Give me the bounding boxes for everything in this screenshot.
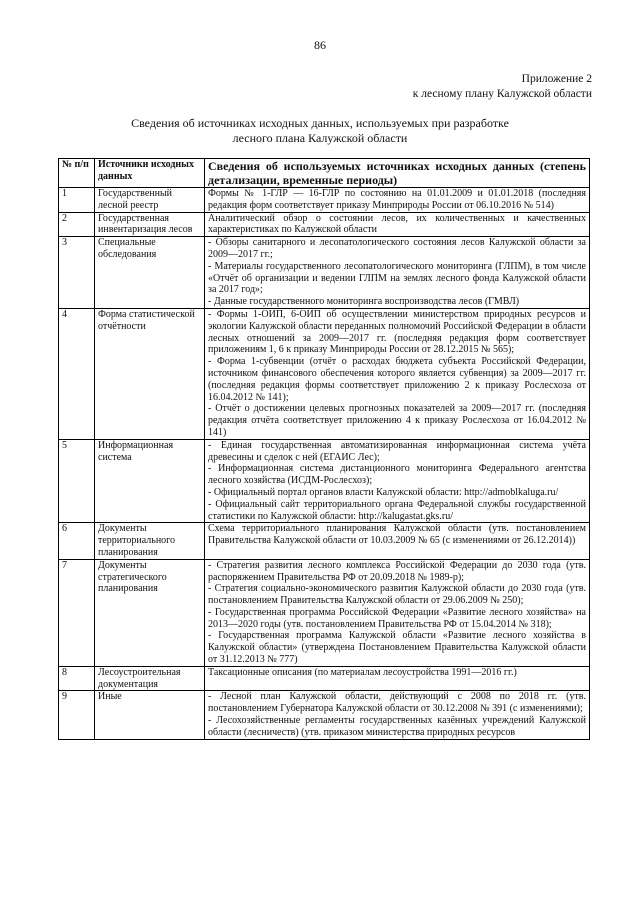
row-info [205, 523, 590, 559]
table-row [59, 308, 590, 439]
info-paragraph: Формы № 1-ГЛР — 16-ГЛР по состоянию на 01.01.2009 и 01.01.2018 (последняя редакция форм соответствует приказу Минприроды России от 06.10.2016 № 514) [208, 188, 586, 211]
row-source: Государственная инвентаризация лесов [95, 212, 205, 237]
row-info [205, 559, 590, 666]
row-source: Форма статистической отчётности [95, 308, 205, 439]
info-paragraph: - Информационная система дистанционного мониторинга Федерального агентства лесного хозяйства (ИСДМ-Рослесхоз); [208, 463, 586, 487]
row-info [205, 237, 590, 309]
info-paragraph: - Стратегия развития лесного комплекса Российской Федерации до 2030 года (утв. распоряжением Правительства РФ от 20.09.2018 № 1989-р); [208, 559, 586, 583]
title-line-1: Сведения об источниках исходных данных, используемых при разработке [131, 116, 509, 130]
table-body [59, 188, 590, 740]
header-num: № п/п [59, 159, 95, 188]
info-paragraph: - Лесной план Калужской области, действующий с 2008 по 2018 гг. (утв. постановлением Губернатора Калужской области от 30.12.2008 № 391 (с изменениями); [208, 691, 586, 715]
row-source: Документы территориального планирования [95, 523, 205, 559]
row-info [205, 308, 590, 439]
appendix-line-1: Приложение 2 [521, 73, 592, 85]
info-paragraph: - Форма 1-субвенции (отчёт о расходах бюджета субъекта Российской Федерации, источником финансового обеспечения которого является субвенция) за 2009—2017 гг. (последняя редакция формы соответствует приложению 2 к приказу Рослесхоза от 16.04.2012 № 141); [208, 356, 586, 403]
info-paragraph: - Материалы государственного лесопатологического мониторинга (ГЛПМ), в том числе «Отчёт об организации и ведении ГЛПМ на землях лесного фонда Калужской области за 2017 год»; [208, 260, 586, 296]
table-row [59, 523, 590, 559]
row-number: 3 [59, 237, 95, 309]
row-source: Иные [95, 691, 205, 739]
row-source: Информационная система [95, 439, 205, 523]
info-paragraph: - Государственная программа Калужской области «Развитие лесного хозяйства в Калужской области» (утверждена Постановлением Правительства Калужской области от 31.12.2013 № 777) [208, 630, 586, 666]
row-number: 2 [59, 212, 95, 237]
table-row [59, 559, 590, 666]
row-source: Документы стратегического планирования [95, 559, 205, 666]
row-info [205, 212, 590, 237]
table-row [59, 439, 590, 523]
table-row [59, 666, 590, 691]
header-source: Источники исходных данных [95, 159, 205, 188]
page-number: 86 [314, 38, 326, 52]
row-source: Лесоустроительная документация [95, 666, 205, 691]
info-paragraph: Схема территориального планирования Калужской области (утв. постановлением Правительства Калужской области от 10.03.2009 № 65 (с изменениями от 26.12.2014)) [208, 523, 586, 547]
row-info [205, 666, 590, 691]
info-paragraph: - Отчёт о достижении целевых прогнозных показателей за 2009—2017 гг. (последняя редакция отчёта соответствует приложению 4 к приказу Рослесхоза от 16.04.2012 № 141) [208, 403, 586, 438]
appendix-line-2: к лесному плану Калужской области [412, 88, 592, 100]
sources-table [58, 158, 590, 740]
table-row [59, 237, 590, 309]
row-info [205, 439, 590, 523]
info-paragraph: - Обзоры санитарного и лесопатологического состояния лесов Калужской области за 2009—2017 гг.; [208, 237, 586, 260]
document-title [0, 116, 640, 146]
table-row [59, 188, 590, 213]
row-number: 5 [59, 439, 95, 523]
row-source: Государственный лесной реестр [95, 188, 205, 213]
table-row [59, 212, 590, 237]
info-paragraph: - Официальный портал органов власти Калужской области: http://admoblkaluga.ru/ [208, 486, 559, 498]
info-paragraph: - Данные государственного мониторинга воспроизводства лесов (ГМВЛ) [208, 296, 520, 308]
row-number: 8 [59, 666, 95, 691]
info-paragraph: - Государственная программа Российской Федерации «Развитие лесного хозяйства» на 2013—2020 годы (утв. постановлением Правительства РФ от 15.04.2014 № 318); [208, 606, 586, 630]
table-header-row [59, 159, 590, 188]
row-number: 4 [59, 308, 95, 439]
row-number: 7 [59, 559, 95, 666]
row-number: 6 [59, 523, 95, 559]
info-paragraph: - Лесохозяйственные регламенты государственных казённых учреждений Калужской области (лесничеств) (утв. приказом министерства природных ресурсов [208, 715, 586, 738]
title-line-2: лесного плана Калужской области [232, 131, 408, 145]
header-info: Сведения об используемых источниках исходных данных (степень детализации, временные периоды) [205, 159, 590, 188]
row-source: Специальные обследования [95, 237, 205, 309]
row-info [205, 188, 590, 213]
row-number: 9 [59, 691, 95, 739]
info-paragraph: Аналитический обзор о состоянии лесов, их количественных и качественных характеристиках по Калужской области [208, 212, 586, 236]
info-paragraph: - Официальный сайт территориального органа Федеральной службы государственной статистики по Калужской области: http://kalugastat.gks.ru/ [208, 498, 586, 522]
table-row [59, 691, 590, 739]
info-paragraph: Таксационные описания (по материалам лесоустройства 1991—2016 гг.) [208, 666, 517, 678]
info-paragraph: - Единая государственная автоматизированная информационная система учёта древесины и сделок с ней (ЕГАИС Лес); [208, 439, 586, 463]
row-info [205, 691, 590, 739]
info-paragraph: - Стратегия социально-экономического развития Калужской области до 2030 года (утв. постановлением Правительства Калужской области от 29.06.2009 № 250); [208, 583, 586, 607]
row-number: 1 [59, 188, 95, 213]
info-paragraph: - Формы 1-ОИП, 6-ОИП об осуществлении министерством природных ресурсов и экологии Калужской области переданных полномочий Российской Федерации в области лесных отношений за 2009—2017 гг. (последняя редакция форм соответствует приложениям 1, 6 к приказу Минприроды России от 28.12.2015 № 565); [208, 308, 586, 356]
appendix-caption [413, 72, 592, 102]
